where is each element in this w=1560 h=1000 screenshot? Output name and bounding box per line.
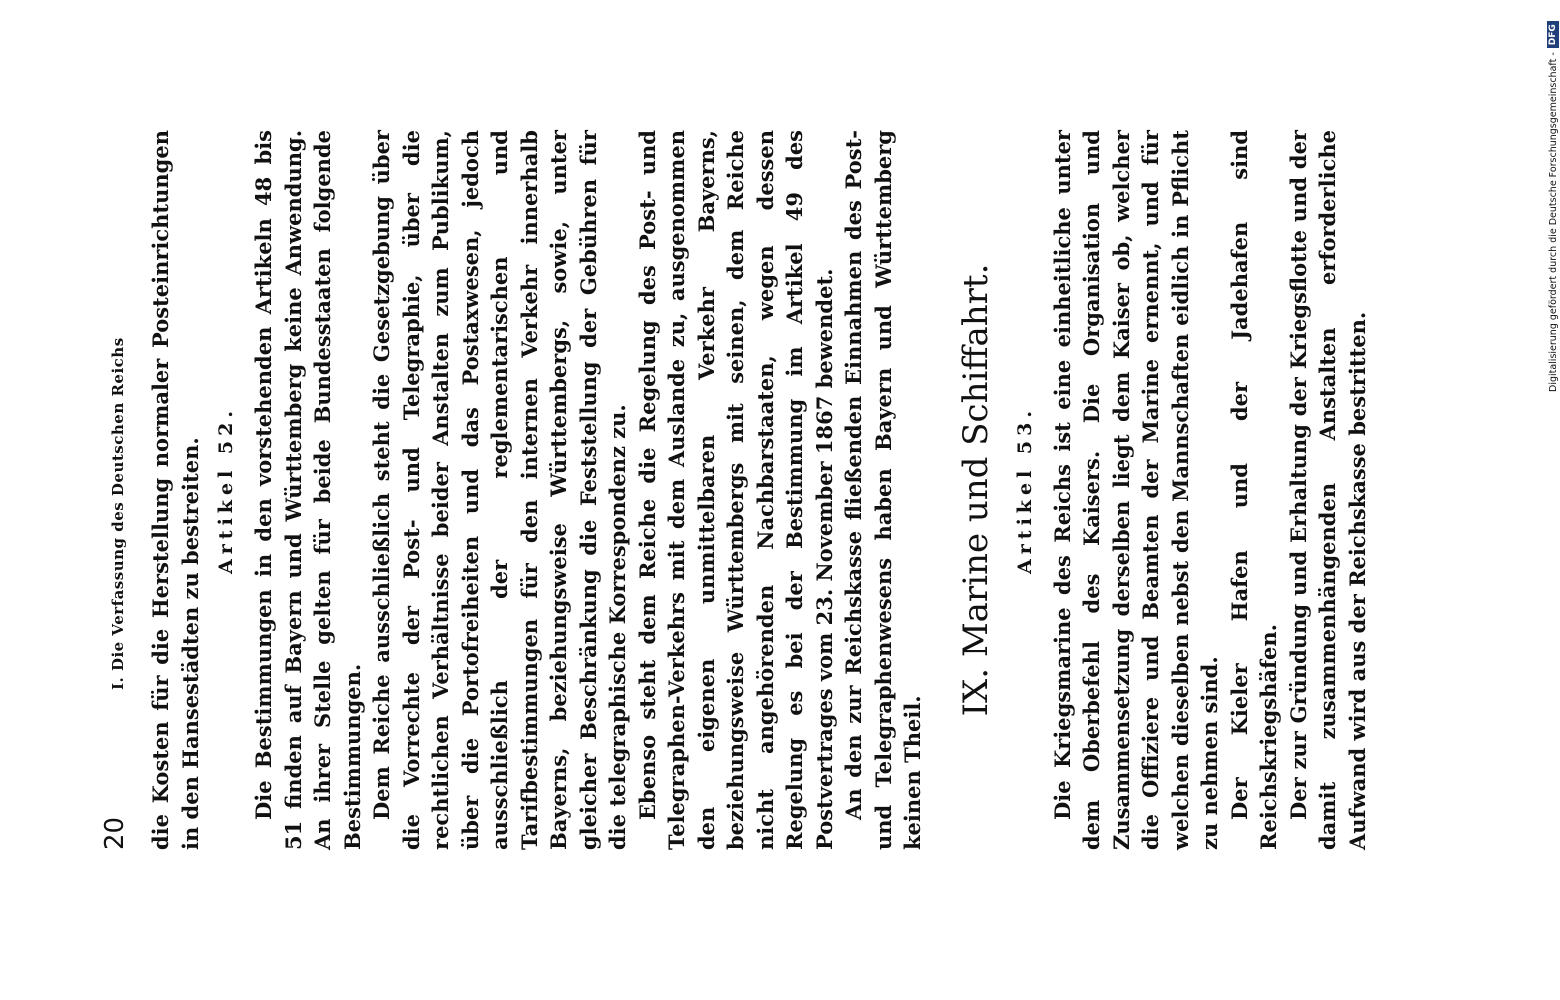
- article-52-heading: Artikel 52.: [215, 406, 237, 574]
- section-title: IX. Marine und Schiffahrt.: [955, 263, 996, 717]
- digitization-credit: [1546, 8, 1560, 392]
- dfg-logo: DFG: [1547, 21, 1559, 48]
- paragraph-art52-3: Ebenso steht dem Reiche die Regelung des Post- und Telegraphen-Verkehrs mit dem Auslande zu, ausgenommen den eigenen unmittelbaren Verkehr Bayerns, beziehungsweise Württembergs mit seinen, dem Reiche nicht angehörenden Nachbarstaaten, wegen dessen Regelung es bei der Bestimmung im Artikel 49 des Postvertrages vom 23. November 1867 bewendet.: [634, 130, 837, 850]
- paragraph-art53-3: Der zur Gründung und Erhaltung der Kriegsflotte und der damit zusammenhängenden Anstalten erforderliche Aufwand wird aus der Reichskasse bestritten.: [1285, 130, 1370, 850]
- paragraph-art52-4: An den zur Reichskasse fließenden Einnahmen des Post- und Telegraphenwesens haben Bayern und Württemberg keinen Theil.: [841, 130, 925, 850]
- paragraph-art52-2: Dem Reiche ausschließlich steht die Gesetzgebung über die Vorrechte der Post- und Telegraphie, über die rechtlichen Verhältnisse beider Anstalten zum Publikum, über die Portofreiheiten und das Postaxwesen, jedoch ausschließlich der reglementarischen und Tarifbestimmungen für den internen Verkehr innerhalb Bayerns, beziehungsweise Württembergs, sowie, unter gleicher Beschränkung die Feststellung der Gebühren für die telegraphische Korrespondenz zu.: [369, 130, 630, 850]
- rotated-document-page: [100, 130, 1420, 870]
- paragraph-art53-1: Die Kriegsmarine des Reichs ist eine einheitliche unter dem Oberbefehl des Kaisers. Die Organisation und Zusammensetzung derselben liegt dem Kaiser ob, welcher die Offiziere und Beamten der Marine ernennt, und für welchen dieselben nebst den Mannschaften eidlich in Pflicht zu nehmen sind.: [1049, 130, 1222, 850]
- paragraph-continuation: die Kosten für die Herstellung normaler Posteinrichtungen in den Hansestädten zu bestreiten.: [148, 130, 203, 850]
- running-title: I. Die Verfassung des Deutschen Reichs: [109, 337, 127, 690]
- page-number: 20: [100, 816, 130, 850]
- credit-text: Digitalisierung gefördert durch die Deutsche Forschungsgemeinschaft -: [1547, 52, 1559, 392]
- article-53-heading: Artikel 53.: [1013, 406, 1036, 574]
- paragraph-art52-1: Die Bestimmungen in den vorstehenden Artikeln 48 bis 51 finden auf Bayern und Württemberg keine Anwendung. An ihrer Stelle gelten für beide Bundesstaaten folgende Bestimmungen.: [251, 130, 365, 850]
- running-head: [100, 130, 140, 850]
- paragraph-art53-2: Der Kieler Hafen und der Jadehafen sind Reichskriegshäfen.: [1226, 130, 1281, 850]
